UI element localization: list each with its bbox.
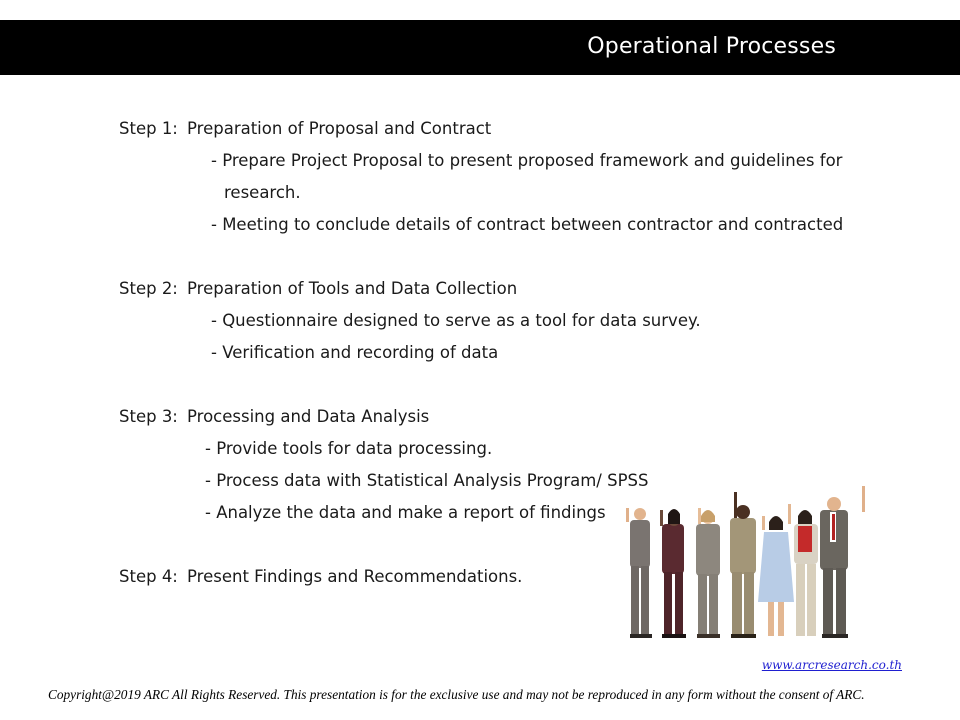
step-1-title: Preparation of Proposal and Contract — [187, 119, 492, 138]
cheering-team-photo — [622, 482, 878, 642]
step-1-bullet-1: - Prepare Project Proposal to present proposed framework and guidelines for — [211, 151, 843, 170]
step-4-title: Present Findings and Recommendations. — [187, 567, 523, 586]
person-2 — [660, 509, 686, 638]
person-1 — [626, 508, 652, 638]
step-3-bullet-1: - Provide tools for data processing. — [205, 439, 493, 458]
step-2-heading — [119, 273, 879, 305]
step-3-title: Processing and Data Analysis — [187, 407, 430, 426]
title-bar — [0, 20, 960, 75]
person-6 — [794, 510, 818, 636]
step-2-label: Step 2: — [119, 279, 178, 298]
website-link[interactable]: www.arcresearch.co.th — [761, 658, 902, 672]
step-1-label: Step 1: — [119, 119, 178, 138]
copyright-notice: Copyright@2019 ARC All Rights Reserved. This presentation is for the exclusive use and may not be reproduced in any form without the consent of ARC. — [48, 687, 865, 702]
step-1-bullet-2: - Meeting to conclude details of contract between contractor and contracted — [211, 215, 844, 234]
step-3-bullet-3: - Analyze the data and make a report of findings — [205, 503, 606, 522]
person-5 — [758, 504, 794, 636]
person-3 — [696, 508, 720, 638]
step-3-bullet-2: - Process data with Statistical Analysis Program/ SPSS — [205, 471, 649, 490]
person-4 — [730, 492, 756, 638]
person-7 — [820, 486, 865, 638]
step-2-bullet-2: - Verification and recording of data — [211, 343, 499, 362]
page-title: Operational Processes — [587, 34, 836, 59]
step-3-label: Step 3: — [119, 407, 178, 426]
step-2-title: Preparation of Tools and Data Collection — [187, 279, 518, 298]
step-4-label: Step 4: — [119, 567, 178, 586]
step-1-heading — [119, 113, 879, 145]
step-3-heading — [119, 401, 879, 433]
step-2-bullet-1: - Questionnaire designed to serve as a tool for data survey. — [211, 311, 701, 330]
step-1-bullet-1-continued: research. — [224, 183, 301, 202]
